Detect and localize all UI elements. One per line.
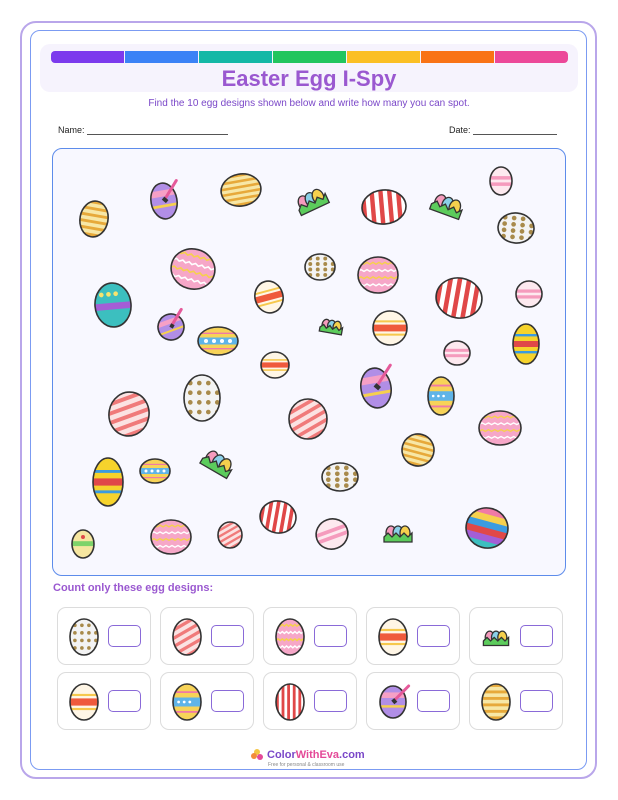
zigzag-pink-egg-icon bbox=[276, 619, 305, 655]
count-card-7 bbox=[263, 672, 357, 730]
page-title: Easter Egg I-Spy bbox=[221, 66, 397, 91]
count-answer-box[interactable] bbox=[211, 625, 244, 647]
yellowgreen-egg-icon bbox=[72, 530, 94, 558]
pinkstripe-egg-icon bbox=[74, 363, 186, 468]
count-answer-box[interactable] bbox=[314, 690, 347, 712]
redband-egg-icon bbox=[373, 311, 407, 345]
blueyellow-egg-icon bbox=[198, 327, 238, 355]
stripe-2 bbox=[199, 51, 272, 63]
name-label: Name: bbox=[58, 125, 85, 135]
cracked-egg-icon bbox=[379, 619, 407, 655]
gold-striped-egg-icon bbox=[482, 684, 510, 720]
count-card-5 bbox=[57, 672, 151, 730]
count-answer-box[interactable] bbox=[211, 690, 244, 712]
brand-color: Color bbox=[267, 749, 296, 761]
pastel-egg-icon bbox=[516, 281, 542, 307]
rainbowstripe-egg-icon bbox=[461, 503, 512, 553]
stripe-0 bbox=[51, 51, 124, 63]
redband-egg-icon bbox=[251, 278, 286, 316]
painting-egg-icon bbox=[373, 680, 413, 724]
egg-basket-icon bbox=[483, 631, 508, 645]
egg-basket-icon bbox=[476, 615, 516, 659]
date-line[interactable] bbox=[449, 125, 557, 135]
count-answer-box[interactable] bbox=[108, 690, 141, 712]
dotted-egg-icon bbox=[305, 254, 335, 280]
red-stripe-black-egg-icon bbox=[270, 680, 310, 724]
i-spy-board bbox=[52, 148, 566, 576]
red-stripe-black-egg-icon bbox=[276, 684, 304, 720]
footer-tagline: Free for personal & classroom use bbox=[268, 762, 345, 768]
date-label: Date: bbox=[449, 125, 471, 135]
dotted-egg-icon bbox=[322, 463, 358, 491]
zigzag-egg-icon bbox=[358, 257, 400, 293]
pink-striped-egg-icon bbox=[167, 615, 207, 659]
pinkstripe-egg-icon bbox=[263, 379, 355, 462]
count-grid bbox=[57, 607, 561, 730]
brand-com: .com bbox=[339, 749, 365, 761]
stripe-3 bbox=[273, 51, 346, 63]
count-card-0 bbox=[57, 607, 151, 665]
redband-egg-icon bbox=[261, 352, 289, 378]
redstripe-egg-icon bbox=[361, 188, 408, 226]
count-answer-box[interactable] bbox=[417, 625, 450, 647]
logo-icon bbox=[250, 748, 264, 762]
yellowblack-egg-icon bbox=[93, 458, 123, 506]
count-answer-box[interactable] bbox=[108, 625, 141, 647]
yellowblack-egg-icon bbox=[513, 324, 539, 364]
date-underline bbox=[473, 126, 557, 135]
count-card-9 bbox=[469, 672, 563, 730]
painting-egg-icon bbox=[380, 686, 409, 718]
count-card-3 bbox=[366, 607, 460, 665]
name-underline bbox=[87, 126, 228, 135]
redstripe-egg-icon bbox=[257, 498, 298, 536]
red-band-egg-icon bbox=[70, 684, 98, 720]
teal-egg-icon bbox=[93, 282, 133, 329]
red-band-egg-icon bbox=[64, 680, 104, 724]
pinkstripe-egg-icon bbox=[201, 509, 259, 562]
count-card-1 bbox=[160, 607, 254, 665]
dotted-egg-icon bbox=[70, 619, 98, 655]
gold-striped-egg-icon bbox=[476, 680, 516, 724]
pastel-egg-icon bbox=[490, 167, 512, 195]
blueyellow-egg-icon bbox=[140, 459, 170, 483]
gold-egg-icon bbox=[398, 430, 437, 469]
rainbow-stripes bbox=[51, 51, 568, 63]
zigzag-pink-egg-icon bbox=[270, 615, 310, 659]
stripe-1 bbox=[125, 51, 198, 63]
dotted-egg-icon bbox=[64, 615, 104, 659]
redstripe-egg-icon bbox=[433, 274, 485, 321]
pink-striped-egg-icon bbox=[167, 615, 207, 659]
count-answer-box[interactable] bbox=[520, 625, 553, 647]
cracked-egg-icon bbox=[373, 615, 413, 659]
gold-egg-icon bbox=[219, 171, 264, 209]
dotted-egg-icon bbox=[497, 211, 535, 244]
name-line[interactable] bbox=[58, 125, 228, 135]
count-answer-box[interactable] bbox=[314, 625, 347, 647]
count-title: Count only these egg designs: bbox=[53, 582, 214, 594]
count-answer-box[interactable] bbox=[520, 690, 553, 712]
paint-egg-icon bbox=[154, 309, 190, 343]
gold-egg-icon bbox=[77, 199, 111, 239]
pastel-egg-icon bbox=[312, 514, 352, 553]
count-card-4 bbox=[469, 607, 563, 665]
count-card-8 bbox=[366, 672, 460, 730]
blue-dot-egg-icon bbox=[173, 684, 201, 720]
stripe-6 bbox=[495, 51, 568, 63]
basket-egg-icon bbox=[200, 448, 235, 479]
footer-brand[interactable] bbox=[267, 749, 365, 761]
basket-egg-icon bbox=[384, 526, 412, 542]
basket-egg-icon bbox=[319, 318, 343, 334]
pastel-egg-icon bbox=[444, 341, 470, 365]
basket-egg-icon bbox=[430, 192, 465, 219]
dotted-egg-icon bbox=[184, 375, 220, 421]
stripe-5 bbox=[421, 51, 494, 63]
stripe-4 bbox=[347, 51, 420, 63]
zigzag-egg-icon bbox=[151, 520, 193, 554]
egg-scene bbox=[53, 149, 567, 577]
count-card-2 bbox=[263, 607, 357, 665]
basket-egg-icon bbox=[294, 187, 329, 216]
zigzag-egg-icon bbox=[479, 411, 523, 445]
blueyellow-egg-icon bbox=[428, 377, 454, 415]
count-card-6 bbox=[160, 672, 254, 730]
paint-egg-icon bbox=[358, 365, 397, 410]
blue-dot-egg-icon bbox=[167, 680, 207, 724]
count-answer-box[interactable] bbox=[417, 690, 450, 712]
brand-witheva: WithEva bbox=[295, 749, 340, 761]
zigzag-egg-icon bbox=[167, 244, 222, 295]
paint-egg-icon bbox=[148, 181, 182, 221]
instructions: Find the 10 egg designs shown below and write how many you can spot. bbox=[148, 98, 470, 109]
